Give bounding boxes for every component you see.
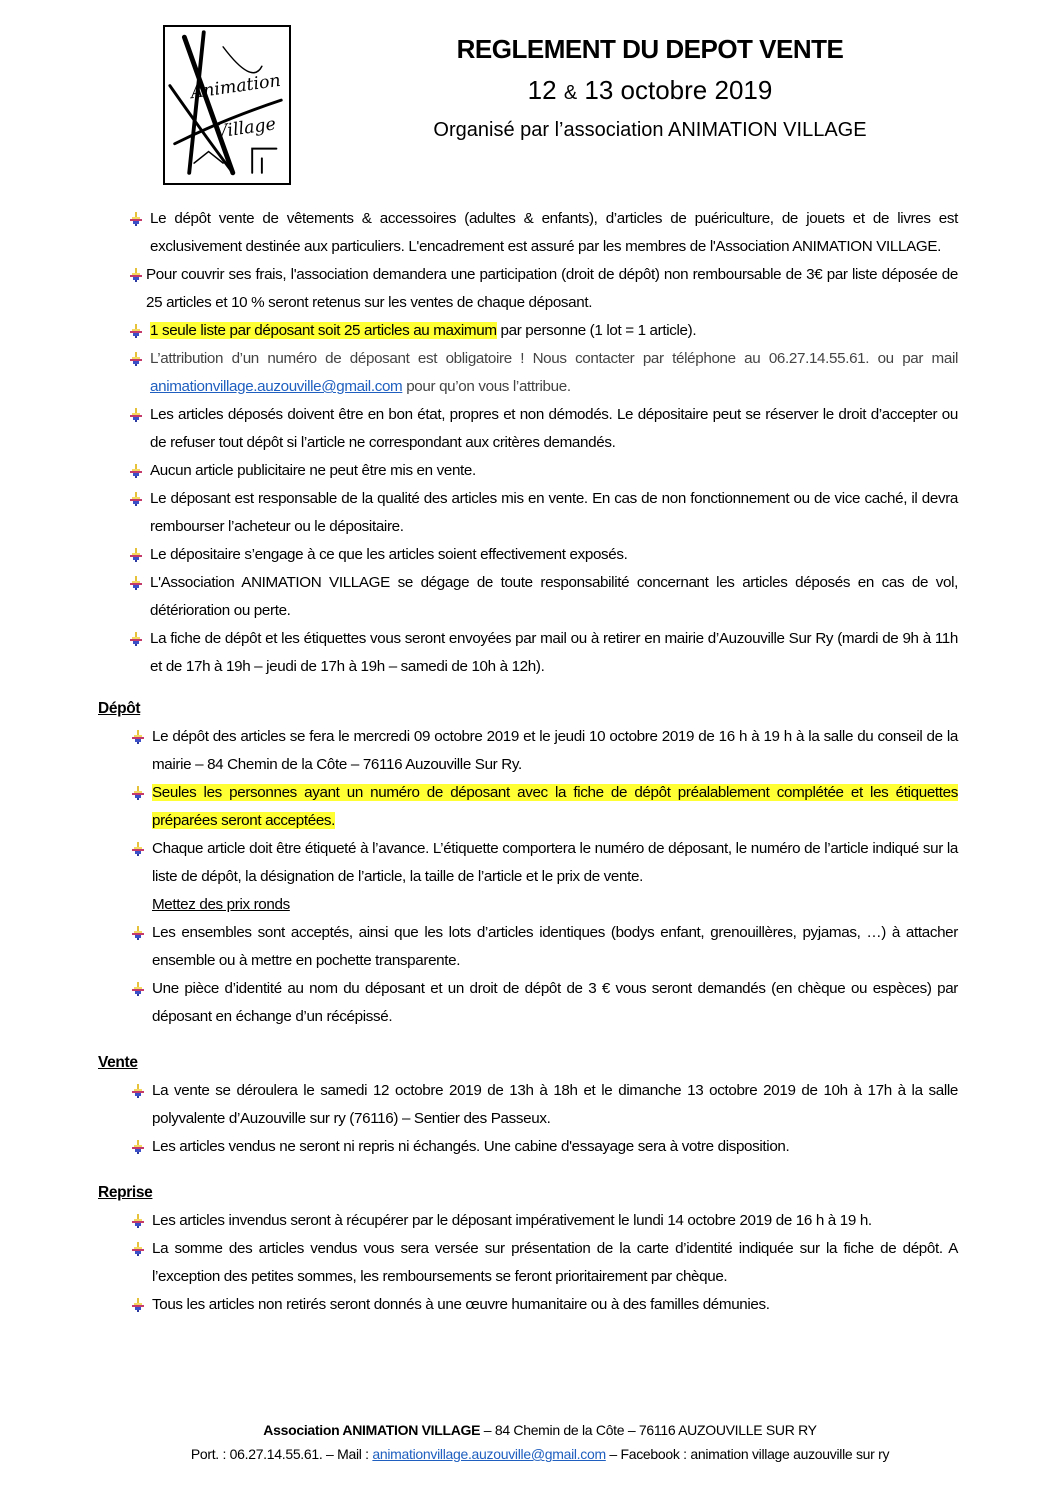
vente-item: Les articles vendus ne seront ni repris ni échangés. Une cabine d'essayage sera à votre disposition.: [130, 1133, 958, 1161]
windmill-logo-icon: [165, 27, 289, 183]
depot-item: Une pièce d’identité au nom du déposant et un droit de dépôt de 3 € vous seront demandés (en chèque ou espèces) par déposant en échange d’un récépissé.: [130, 975, 958, 1031]
document-header: [300, 32, 1000, 143]
section-title-depot: Dépôt: [98, 700, 141, 717]
depot-item: Le dépôt des articles se fera le mercredi 09 octobre 2019 et le jeudi 10 octobre 2019 de 16 h à 19 h à la salle du conseil de la mairie – 84 Chemin de la Côte – 76116 Auzouville Sur Ry.: [130, 723, 958, 779]
arrow-down-bullet-icon: [130, 352, 142, 366]
arrow-down-bullet-icon: [130, 268, 142, 282]
svg-text:Village: Village: [214, 114, 278, 143]
email-link[interactable]: animationvillage.auzouville@gmail.com: [150, 378, 403, 395]
rule-item: Les articles déposés doivent être en bon état, propres et non démodés. Le dépositaire peut se réserver le droit d’accepter ou de refuser tout dépôt si l’article ne correspondant aux critères demandés.: [128, 401, 958, 457]
depot-item: Les ensembles sont acceptés, ainsi que les lots d’articles identiques (bodys enfant, grenouillères, pyjamas, …) à attacher ensemble ou à mettre en pochette transparente.: [130, 919, 958, 975]
arrow-down-bullet-icon: [132, 982, 144, 996]
arrow-down-bullet-icon: [132, 786, 144, 800]
arrow-down-bullet-icon: [130, 492, 142, 506]
association-logo: [163, 25, 291, 185]
vente-item: La vente se déroulera le samedi 12 octobre 2019 de 13h à 18h et le dimanche 13 octobre 2019 de 10h à 17h à la salle polyvalente d’Auzouville sur ry (76116) – Sentier des Passeux.: [130, 1077, 958, 1133]
arrow-down-bullet-icon: [132, 1140, 144, 1154]
arrow-down-bullet-icon: [132, 926, 144, 940]
highlighted-text: Seules les personnes ayant un numéro de déposant avec la fiche de dépôt préalablement complétée et les étiquettes préparées seront acceptées.: [152, 784, 958, 829]
reprise-item: Tous les articles non retirés seront donnés à une œuvre humanitaire ou à des familles démunies.: [130, 1291, 958, 1319]
footer-address: Association ANIMATION VILLAGE – 84 Chemin de la Côte – 76116 AUZOUVILLE SUR RY: [263, 1422, 817, 1438]
arrow-down-bullet-icon: [132, 1214, 144, 1228]
rule-item: La fiche de dépôt et les étiquettes vous seront envoyées par mail ou à retirer en mairie d’Auzouville Sur Ry (mardi de 9h à 11h et de 17h à 19h – jeudi de 17h à 19h – samedi de 10h à 12h).: [128, 625, 958, 681]
arrow-down-bullet-icon: [130, 464, 142, 478]
depot-item: Chaque article doit être étiqueté à l’avance. L’étiquette comportera le numéro de déposant, le numéro de l’article indiqué sur la liste de dépôt, la désignation de l’article, la taille de l’article et le prix de vente. Mettez des prix ronds: [130, 835, 958, 919]
arrow-down-bullet-icon: [130, 576, 142, 590]
rule-item: Pour couvrir ses frais, l'association demandera une participation (droit de dépôt) non remboursable de 3€ par liste déposée de 25 articles et 10 % seront retenus sur les ventes de chaque déposant.: [128, 261, 958, 317]
rule-item: Aucun article publicitaire ne peut être mis en vente.: [128, 457, 958, 485]
svg-text:Animation: Animation: [189, 70, 282, 104]
round-prices-note: Mettez des prix ronds: [152, 896, 290, 913]
footer-contact: Port. : 06.27.14.55.61. – Mail : animationvillage.auzouville@gmail.com – Facebook : animation village auzouville sur ry: [190, 1446, 890, 1462]
rule-item: Le déposant est responsable de la qualité des articles mis en vente. En cas de non fonctionnement ou de vice caché, il devra rembourser l’acheteur ou le dépositaire.: [128, 485, 958, 541]
arrow-down-bullet-icon: [132, 1242, 144, 1256]
organizer-line: Organisé par l’association ANIMATION VILLAGE: [433, 119, 867, 141]
arrow-down-bullet-icon: [132, 1084, 144, 1098]
arrow-down-bullet-icon: [130, 632, 142, 646]
reprise-item: La somme des articles vendus vous sera versée sur présentation de la carte d’identité indiquée sur la fiche de dépôt. A l’exception des petites sommes, les remboursements se feront prioritairement par chèque.: [130, 1235, 958, 1291]
rule-item: L'Association ANIMATION VILLAGE se dégage de toute responsabilité concernant les articles déposés en cas de vol, détérioration ou perte.: [128, 569, 958, 625]
depot-item: [130, 779, 958, 835]
section-title-reprise: Reprise: [98, 1184, 153, 1201]
arrow-down-bullet-icon: [132, 730, 144, 744]
rule-item: Le dépôt vente de vêtements & accessoires (adultes & enfants), d’articles de puériculture, de jouets et de livres est exclusivement destinée aux particuliers. L'encadrement est assuré par les membres de l'Association ANIMATION VILLAGE.: [128, 205, 958, 261]
event-dates: 12 & 13 octobre 2019: [527, 75, 773, 105]
arrow-down-bullet-icon: [130, 324, 142, 338]
general-rules: [98, 205, 958, 1319]
rule-item: 1 seule liste par déposant soit 25 articles au maximum par personne (1 lot = 1 article).: [128, 317, 958, 345]
arrow-down-bullet-icon: [132, 1298, 144, 1312]
arrow-down-bullet-icon: [130, 212, 142, 226]
page-title: REGLEMENT DU DEPOT VENTE: [456, 34, 844, 64]
document-footer: [60, 1418, 1020, 1466]
highlighted-text: 1 seule liste par déposant soit 25 articles au maximum: [150, 322, 497, 339]
footer-email-link[interactable]: animationvillage.auzouville@gmail.com: [372, 1446, 606, 1462]
reprise-item: Les articles invendus seront à récupérer par le déposant impérativement le lundi 14 octobre 2019 de 16 h à 19 h.: [130, 1207, 958, 1235]
rule-item: Le dépositaire s’engage à ce que les articles soient effectivement exposés.: [128, 541, 958, 569]
arrow-down-bullet-icon: [130, 548, 142, 562]
depot-section: [98, 695, 958, 1319]
arrow-down-bullet-icon: [130, 408, 142, 422]
rule-item: L’attribution d’un numéro de déposant est obligatoire ! Nous contacter par téléphone au 06.27.14.55.61. ou par mail animationvillage.auzouville@gmail.com pour qu’on vous l’attribue.: [128, 345, 958, 401]
section-title-vente: Vente: [98, 1054, 138, 1071]
arrow-down-bullet-icon: [132, 842, 144, 856]
